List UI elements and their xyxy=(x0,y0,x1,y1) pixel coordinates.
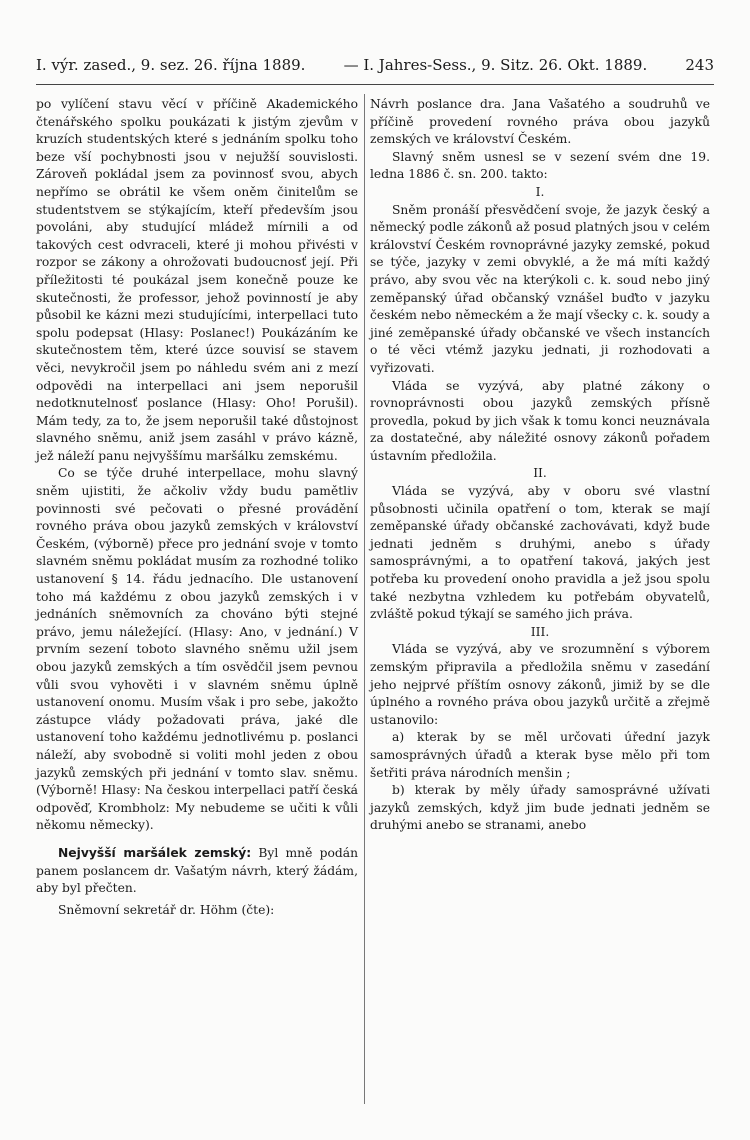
speaker-paragraph xyxy=(36,845,358,898)
header-rule xyxy=(36,84,714,85)
running-header xyxy=(36,56,714,80)
paragraph: Slavný sněm usnesl se v sezení svém dne 19. ledna 1886 č. sn. 200. takto: xyxy=(370,149,710,182)
motion-title: Návrh poslance dra. Jana Vašatého a soudruhů ve příčině provedení rovného práva obou jazyků zemských ve království Českém. xyxy=(370,97,710,147)
right-column xyxy=(370,96,710,835)
paragraph: Sněm pronáší přesvědčení svoje, že jazyk český a německý podle zákonů až posud platných jsou v celém království Českém rovnoprávné jazyky zemské, pokud se týče, jazyky v zemi obvyklé, a že má míti každý právo, aby svou věc na kterýkoli c. k. soud nebo jiný zeměpanský úřad občanský vznášel buďto v jazyku českém nebo německém a že mají všecky c. k. soudy a jiné zeměpanské úřady občanské ve všech instancích o té věci vtémž jazyku jednati, ji rozhodovati a vyřizovati. xyxy=(370,202,710,375)
column-divider xyxy=(364,94,365,1104)
paragraph: Vláda se vyzývá, aby platné zákony o rovnoprávnosti obou jazyků zemských přísně provedla, pokud by jich však k tomu konci neuznávala za dostatečné, aby náležité osnovy zákonů pořadem ústavním předložila. xyxy=(370,378,710,463)
paragraph: Co se týče druhé interpellace, mohu slavný sněm ujistiti, že ačkoliv vždy budu pamětliv povinnosti své pečovati o přesné provádění rovného práva obou jazyků zemských v království Českém, (výborně) přece pro jednání svoje v tomto slavném sněmu pokládat musím za rozhodné toliko ustanovení § 14. řádu jednacího. Dle ustanovení toho má každému z obou jazyků zemských i v jednáních sněmovních za chováno býti stejné právo, jemu náležející. (Hlasy: Ano, v jednání.) V prvním sezení toboto slavného sněmu užil jsem obou jazyků zemských a tím osvědčil jsem pevnou vůli svou vyhověti i v slavném sněmu úplně ustanovení onomu. Musím však i pro sebe, jakožto zástupce vlády požadovati práva, jaké dle ustanovení toho každému jednotlivému p. poslanci náleží, aby svobodně si voliti mohl jeden z obou jazyků zemských při jednání v tomto slav. sněmu. (Výborně! Hlasy: Na českou interpellaci patří česká odpověď, Krombholz: My nebudeme se učiti k vůli někomu německy). xyxy=(36,466,358,833)
page-number: 243 xyxy=(685,56,714,74)
list-item: a) kterak by se měl určovati úřední jazyk samosprávných úřadů a kterak byse mělo při tom šetřiti práva národních menšin ; xyxy=(370,730,710,780)
paragraph: po vylíčení stavu věcí v příčině Akademického čtenářského spolku poukázati k jistým zjevům v kruzích studentských které s jednáním spolku toho beze vší pochybnosti jsou v nejužší souvislosti. Zároveň pokládal jsem za povinnosť svou, abych nepřímo se obrátil ke všem oněm činitelům se studentstvem se stýkajícím, kteří především jsou povoláni, aby studující mládež mírnili a od takových cest odvraceli, které ji mohou přivésti v rozpor se zákony a ohrožovati budoucnosť její. Při příležitosti té poukázal jsem konečně pouze ke skutečnosti, že professor, jehož povinností je aby působil ke kázni mezi studujícími, interpellaci tuto spolu podepsat (Hlasy: Poslanec!) Poukázáním ke skutečnostem těm, které úzce souvisí se stavem věci, nevykročil jsem po náhledu svém ani z mezí odpovědi na interpellaci ani jsem neporušil nedotknutelnosť poslance (Hlasy: Oho! Porušil). Mám tedy, za to, že jsem neporušil také důstojnost slavného sněmu, aniž jsem zasáhl v právo kázně, jež náleží panu nejvyššímu maršálku zemskému. xyxy=(36,97,358,463)
paragraph-text: Byl mně podán panem poslancem dr. Vašatým návrh, který žádám, aby byl přečten. xyxy=(36,845,358,896)
section-number: II. xyxy=(533,466,547,481)
header-czech: I. výr. zased., 9. sez. 26. října 1889. xyxy=(36,56,306,74)
section-number: III. xyxy=(530,624,550,639)
speaker-line: Sněmovní sekretář dr. Höhm (čte): xyxy=(58,902,275,917)
speaker-name: Nejvyšší maršálek zemský: xyxy=(58,845,252,860)
section-number: I. xyxy=(535,184,545,199)
paragraph: Vláda se vyzývá, aby ve srozumnění s výborem zemským připravila a předložila sněmu v zasedání jeho nejprvé příštím osnovy zákonů, jimiž by se dle úplného a rovného práva obou jazyků určitě a zřejmě ustanovilo: xyxy=(370,642,710,727)
left-column xyxy=(36,96,358,919)
paragraph: Vláda se vyzývá, aby v oboru své vlastní působnosti učinila opatření o tom, kterak se mají zeměpanské úřady občanské zachovávati, když bude jednati jedněm s druhými, anebo s úřady samosprávnými, a to opatření taková, jakých jest potřeba ku provedení onoho pravidla a jež jsou spolu také nezbytna vzhledem ku potřebám obyvatelů, zvláště pokud týkají se samého jich práva. xyxy=(370,484,710,622)
list-item: b) kterak by měly úřady samosprávné užívati jazyků zemských, když jim bude jednati jedněm se druhými anebo se stranami, anebo xyxy=(370,783,710,833)
header-german: — I. Jahres-Sess., 9. Sitz. 26. Okt. 1889. xyxy=(343,56,648,74)
